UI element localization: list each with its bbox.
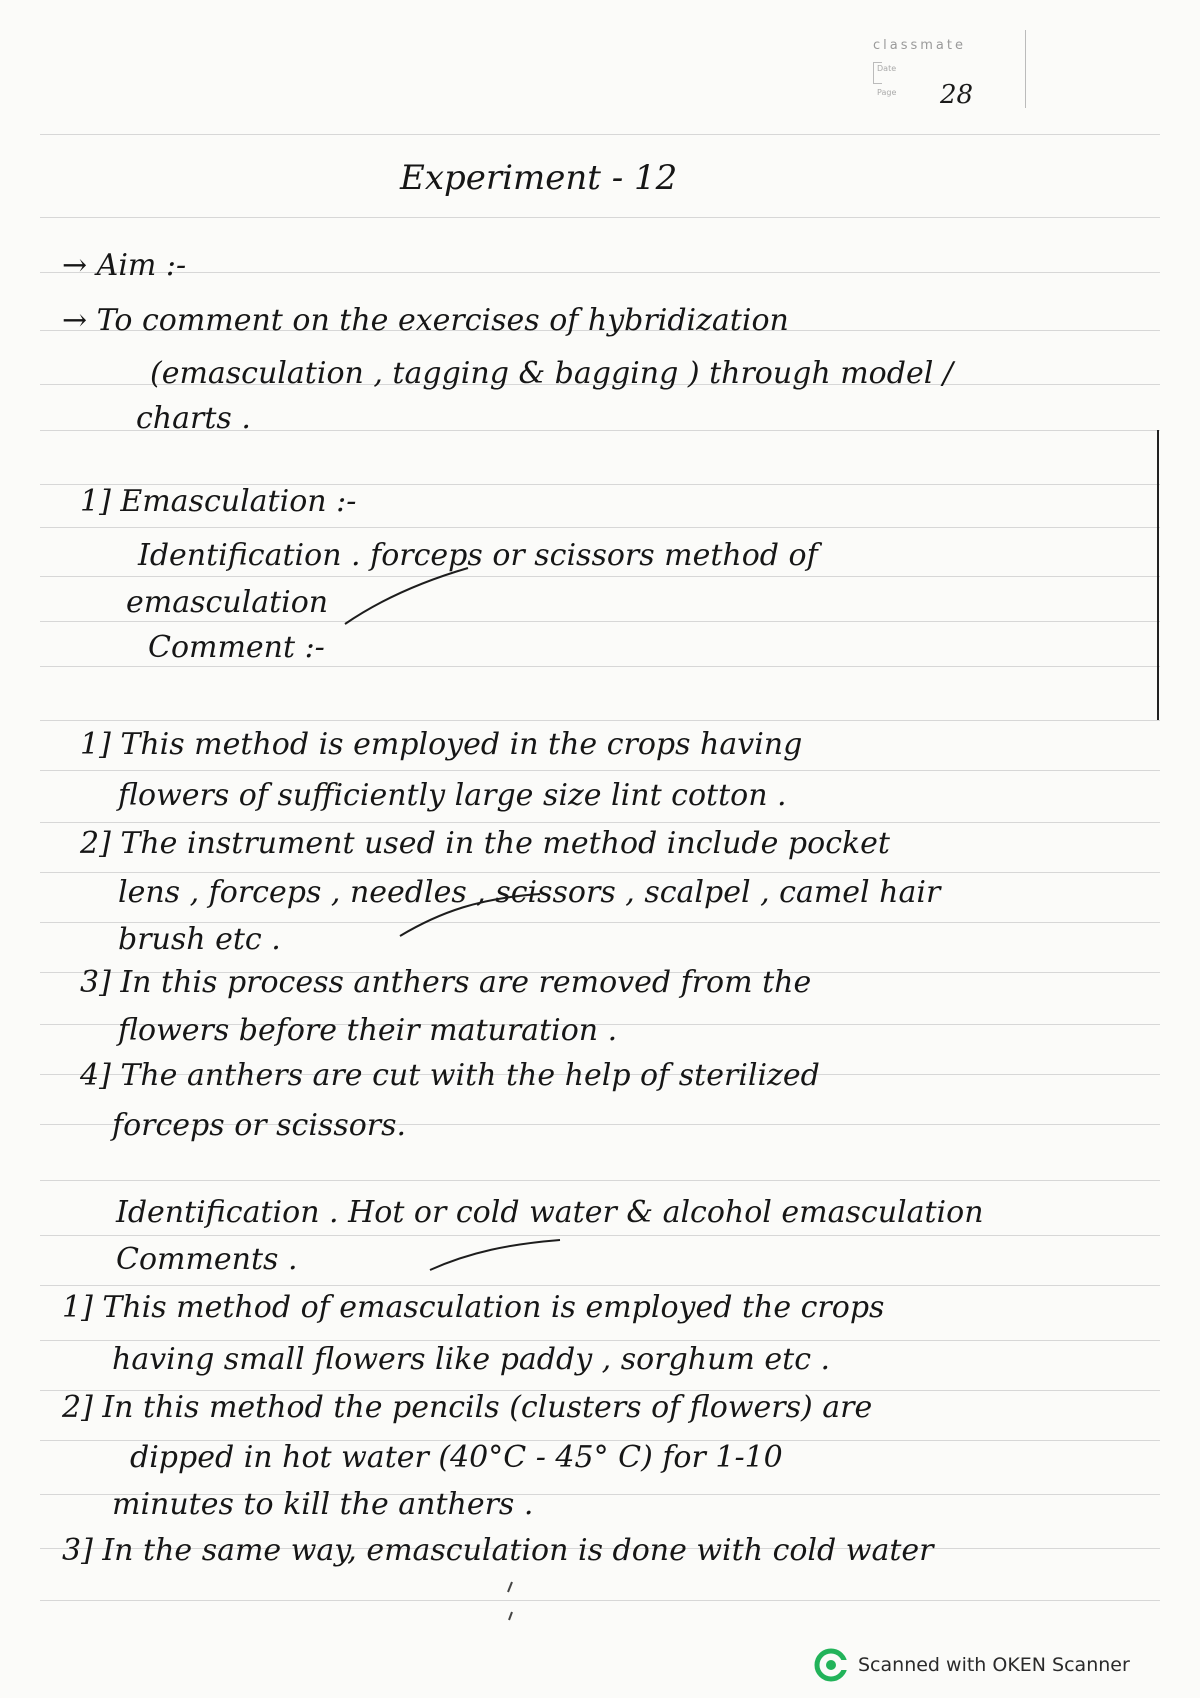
date-label: Date [877, 64, 897, 73]
list-item: forceps or scissors. [112, 1108, 407, 1143]
list-item: having small flowers like paddy , sorghum etc . [112, 1342, 831, 1377]
text-line: charts . [136, 401, 251, 436]
page-label: Page [877, 88, 897, 97]
list-item: 4] The anthers are cut with the help of sterilized [80, 1058, 820, 1093]
list-item: flowers of sufficiently large size lint cotton . [118, 778, 787, 813]
list-item: flowers before their maturation . [118, 1013, 618, 1048]
list-item: 3] In this process anthers are removed from the [80, 965, 812, 1000]
notebook-brand: classmate [873, 38, 966, 53]
list-item: lens , forceps , needles , scissors , scalpel , camel hair [118, 875, 941, 910]
section-heading: 1] Emasculation :- [80, 484, 357, 519]
text-line: Identification . Hot or cold water & alcohol emasculation [116, 1195, 984, 1230]
text-line: → To comment on the exercises of hybridization [62, 303, 789, 338]
list-item: minutes to kill the anthers . [112, 1487, 534, 1522]
text-line: Comments . [116, 1242, 298, 1277]
text-line: Identification . forceps or scissors method of [138, 538, 818, 573]
oken-scanner-logo-icon [814, 1648, 848, 1682]
scanner-watermark [814, 1648, 1130, 1682]
list-item: 1] This method is employed in the crops having [80, 727, 803, 762]
list-item: 3] In the same way, emasculation is done with cold water [62, 1533, 934, 1568]
aim-heading: → Aim :- [62, 248, 187, 283]
text-line: Comment :- [148, 630, 325, 665]
page-number: 28 [940, 80, 974, 110]
list-item: 1] This method of emasculation is employed the crops [62, 1290, 885, 1325]
text-line: (emasculation , tagging & bagging ) through model / [150, 356, 953, 391]
list-item: brush etc . [118, 922, 281, 957]
page-title: Experiment - 12 [400, 158, 678, 198]
list-item: dipped in hot water (40°C - 45° C) for 1-10 [130, 1440, 783, 1475]
list-item: 2] In this method the pencils (clusters of flowers) are [62, 1390, 873, 1425]
list-item: 2] The instrument used in the method include pocket [80, 826, 890, 861]
text-line: emasculation [126, 585, 329, 620]
scanner-text: Scanned with OKEN Scanner [858, 1654, 1130, 1676]
